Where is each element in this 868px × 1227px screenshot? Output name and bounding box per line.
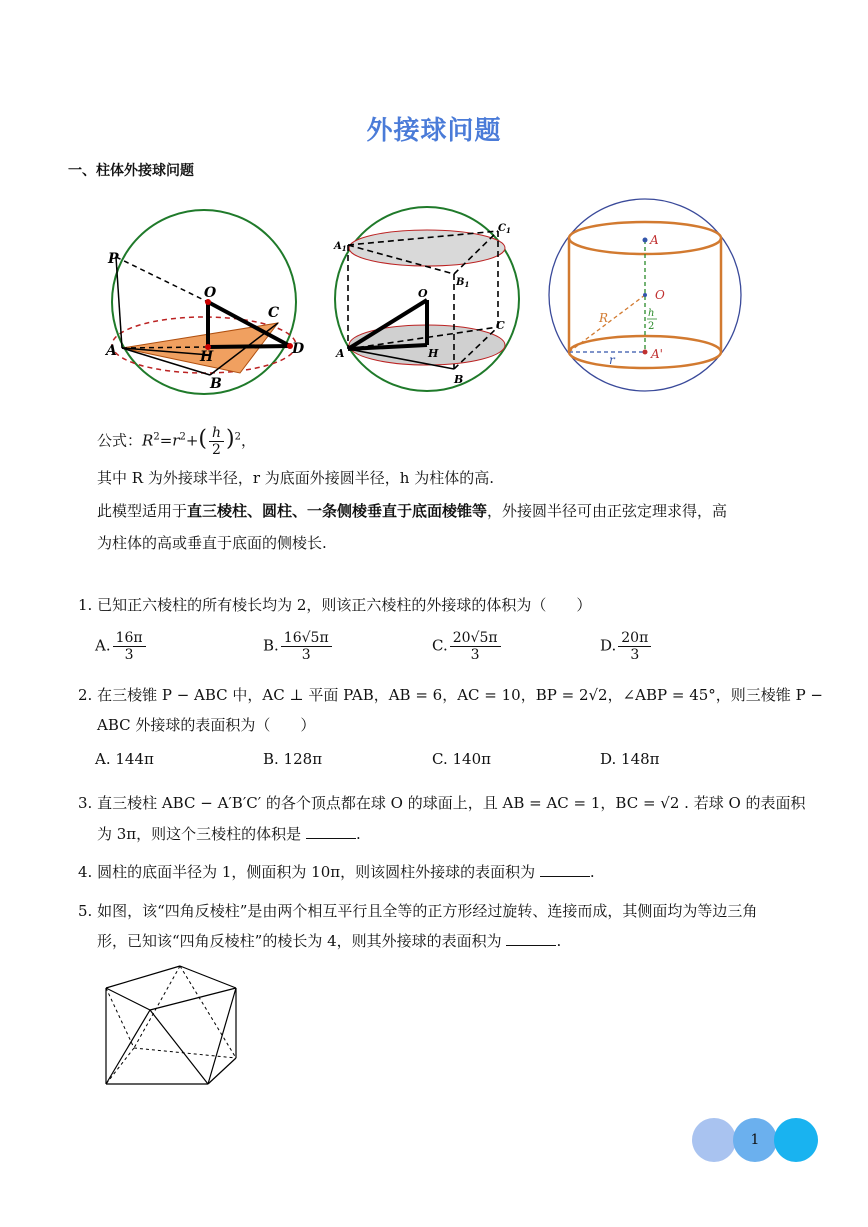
figure-prism-sphere-2 xyxy=(330,203,525,398)
svg-text:A': A' xyxy=(651,347,663,361)
svg-text:B: B xyxy=(454,373,464,386)
svg-text:C: C xyxy=(496,319,505,332)
question-2-line-1: 2. 在三棱锥 P − ABC 中，AC ⊥ 平面 PAB，AB = 6，AC = 10，BP = 2√2，∠ABP = 45°，则三棱锥 P − xyxy=(78,686,823,704)
question-2-line-2: ABC 外接球的表面积为（ ） xyxy=(97,716,316,734)
svg-text:O: O xyxy=(655,288,665,302)
explain-line-1: 其中 R 为外接球半径，r 为底面外接圆半径，h 为柱体的高. xyxy=(97,469,494,487)
svg-text:R: R xyxy=(599,311,609,325)
label-a: A xyxy=(106,343,117,359)
explain-line-3: 为柱体的高或垂直于底面的侧棱长. xyxy=(97,534,327,552)
formula: 公式：$R^2=r^2+$( $\frac{h}{2}$ )$^2$， xyxy=(97,425,256,458)
svg-text:2: 2 xyxy=(648,321,655,332)
label-h: H xyxy=(200,349,214,365)
q2-option-b[interactable]: B. 128π xyxy=(263,750,323,768)
q1-option-d[interactable]: D. $\frac{20\pi}{3}$ xyxy=(600,630,653,663)
q2-option-d[interactable]: D. 148π xyxy=(600,750,660,768)
q3-answer-blank[interactable] xyxy=(306,824,356,839)
svg-text:A: A xyxy=(336,347,345,360)
question-1: 1. 已知正六棱柱的所有棱长均为 2，则该正六棱柱的外接球的体积为（ ） xyxy=(78,596,592,614)
q2-option-c[interactable]: C. 140π xyxy=(432,750,491,768)
label-b: B xyxy=(210,376,222,392)
figure-square-antiprism xyxy=(98,960,248,1090)
q5-answer-blank[interactable] xyxy=(506,931,556,946)
svg-text:A1: $A_1$ xyxy=(334,241,347,253)
svg-text:O: O xyxy=(418,287,428,300)
q4-answer-blank[interactable] xyxy=(540,862,590,877)
q1-option-b[interactable]: B. $\frac{16√5\pi}{3}$ xyxy=(263,630,334,663)
svg-text:C1: $C_1$ xyxy=(498,223,511,235)
question-5-line-1: 5. 如图，该“四角反棱柱”是由两个相互平行且全等的正方形经过旋转、连接而成，其侧面均为等边三角 xyxy=(78,902,758,920)
question-4: 4. 圆柱的底面半径为 1，侧面积为 10π，则该圆柱外接球的表面积为 . xyxy=(78,863,595,881)
label-d: D xyxy=(292,341,305,357)
svg-text:H: H xyxy=(428,347,439,360)
section-heading: 一、柱体外接球问题 xyxy=(68,163,194,179)
page-dot-right xyxy=(774,1118,818,1162)
svg-text:B1: $B_1$ xyxy=(456,277,470,289)
label-c: C xyxy=(268,305,280,321)
q1-option-a[interactable]: A. $\frac{16\pi}{3}$ xyxy=(95,630,148,663)
svg-text:h: h xyxy=(648,308,655,319)
label-p: P xyxy=(108,251,119,267)
page-title: 外接球问题 xyxy=(366,116,502,146)
label-o: O xyxy=(204,285,217,301)
figure-cylinder-sphere xyxy=(545,196,750,401)
page-number: 1 xyxy=(733,1118,777,1162)
question-3-line-1: 3. 直三棱柱 ABC − A′B′C′ 的各个顶点都在球 O 的球面上，且 AB = AC = 1，BC = √2 . 若球 O 的表面积 xyxy=(78,794,806,812)
svg-text:r: r xyxy=(609,353,615,367)
question-5-line-2: 形，已知该“四角反棱柱”的棱长为 4，则其外接球的表面积为 . xyxy=(97,932,562,950)
q1-option-c[interactable]: C. $\frac{20√5\pi}{3}$ xyxy=(432,630,503,663)
explain-line-2: 此模型适用于直三棱柱、圆柱、一条侧棱垂直于底面棱锥等，外接圆半径可由正弦定理求得，高 xyxy=(97,502,728,520)
svg-text:A: A xyxy=(650,233,659,247)
question-3-line-2: 为 3π，则这个三棱柱的体积是 . xyxy=(97,825,361,843)
page-dot-left xyxy=(692,1118,736,1162)
q2-option-a[interactable]: A. 144π xyxy=(95,750,154,768)
figure-prism-sphere-1 xyxy=(100,205,305,405)
